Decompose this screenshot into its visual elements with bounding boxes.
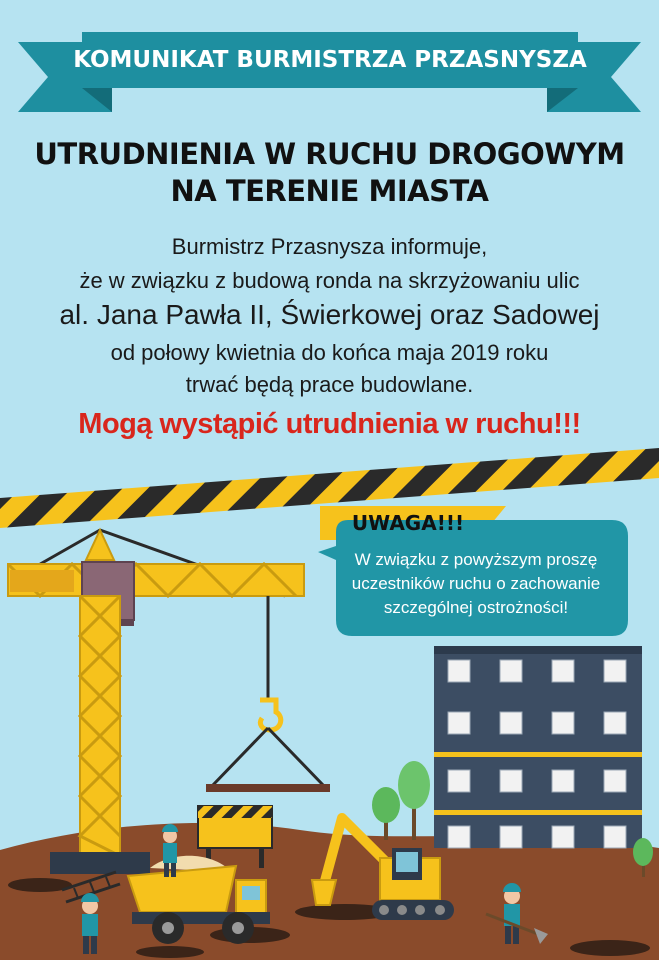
building-icon	[434, 646, 642, 848]
notice-line-1: W związku z powyższym proszę	[354, 550, 598, 569]
body-line-4: od połowy kwietnia do końca maja 2019 roku	[110, 340, 549, 365]
body-line-1: Burmistrz Przasnysza informuje,	[171, 234, 488, 259]
headline-line-2: NA TERENIE MIASTA	[170, 174, 489, 208]
notice-text	[340, 548, 612, 620]
notice-line-2: uczestników ruchu o zachowanie	[351, 574, 601, 593]
body-line-3: al. Jana Pawła II, Świerkowej oraz Sadowej	[59, 299, 600, 330]
crane-icon	[8, 530, 330, 874]
uwaga-label: UWAGA!!!	[351, 511, 465, 535]
notice-line-3: szczególnej ostrożności!	[383, 598, 569, 617]
traffic-warning: Mogą wystąpić utrudnienia w ruchu!!!	[78, 408, 581, 440]
body-line-5: trwać będą prace budowlane.	[185, 372, 474, 397]
headline-line-1: UTRUDNIENIA W RUCHU DROGOWYM	[34, 137, 625, 171]
banner-title: KOMUNIKAT BURMISTRZA PRZASNYSZA	[73, 47, 587, 73]
body-line-2: że w związku z budową ronda na skrzyżowaniu ulic	[79, 268, 580, 293]
